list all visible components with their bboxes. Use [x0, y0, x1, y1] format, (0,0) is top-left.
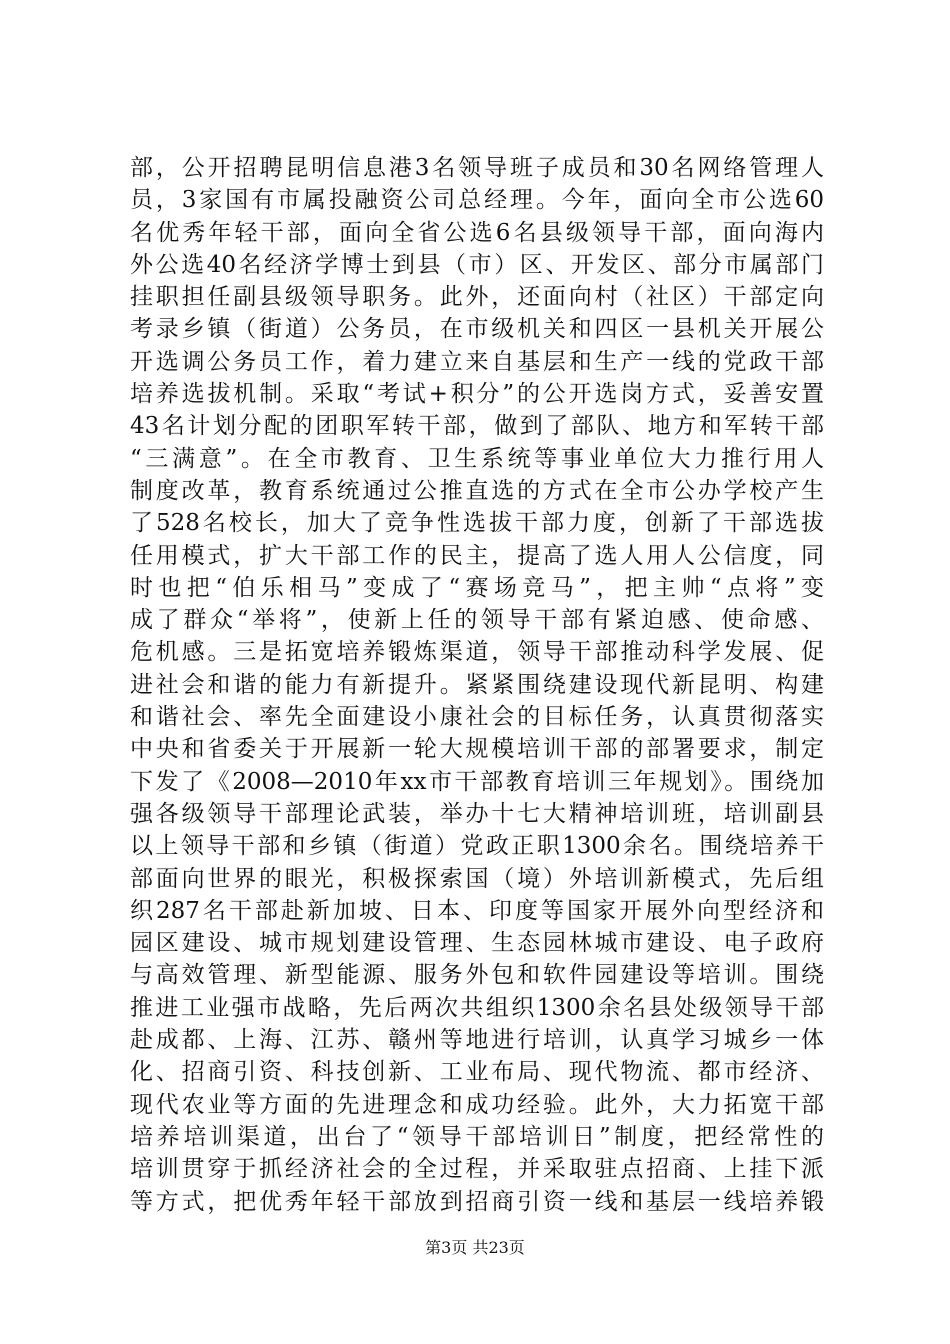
text-line: 织287名干部赴新加坡、日本、印度等国家开展外向型经济和 — [130, 897, 824, 924]
text-line: 培养培训渠道，出台了“领导干部培训日”制度，把经常性的 — [130, 1123, 824, 1150]
text-line: 名优秀年轻干部，面向全省公选6名县级领导干部，面向海内 — [130, 219, 824, 246]
text-line: 危机感。三是拓宽培养锻炼渠道，领导干部推动科学发展、促 — [130, 639, 824, 666]
text-line: 考录乡镇（街道）公务员，在市级机关和四区一县机关开展公 — [130, 316, 824, 343]
text-line: 现代农业等方面的先进理念和成功经验。此外，大力拓宽干部 — [130, 1091, 824, 1118]
text-line: 推进工业强市战略，先后两次共组织1300余名县处级领导干部 — [130, 994, 824, 1021]
text-line: 和谐社会、率先全面建设小康社会的目标任务，认真贯彻落实 — [130, 704, 824, 731]
text-line: 制度改革，教育系统通过公推直选的方式在全市公办学校产生 — [130, 477, 824, 504]
text-line: 与高效管理、新型能源、服务外包和软件园建设等培训。围绕 — [130, 962, 824, 989]
text-line: 下发了《2008—2010年xx市干部教育培训三年规划》。围绕加 — [130, 768, 824, 795]
text-line: 化、招商引资、科技创新、工业布局、现代物流、都市经济、 — [130, 1059, 824, 1086]
text-line: 以上领导干部和乡镇（街道）党政正职1300余名。围绕培养干 — [130, 833, 824, 860]
text-line: “三满意”。在全市教育、卫生系统等事业单位大力推行用人 — [130, 445, 824, 472]
text-line: 中央和省委关于开展新一轮大规模培训干部的部署要求，制定 — [130, 736, 824, 763]
text-line: 园区建设、城市规划建设管理、生态园林城市建设、电子政府 — [130, 930, 824, 957]
text-line: 了528名校长，加大了竞争性选拔干部力度，创新了干部选拔 — [130, 510, 824, 537]
body-text — [130, 152, 824, 1218]
text-line: 成了群众“举将”，使新上任的领导干部有紧迫感、使命感、 — [130, 607, 824, 634]
text-line: 外公选40名经济学博士到县（市）区、开发区、部分市属部门 — [130, 251, 824, 278]
text-line: 开选调公务员工作，着力建立来自基层和生产一线的党政干部 — [130, 348, 824, 375]
text-line: 部，公开招聘昆明信息港3名领导班子成员和30名网络管理人 — [130, 155, 824, 181]
text-line: 任用模式，扩大干部工作的民主，提高了选人用人公信度，同 — [130, 542, 824, 569]
text-line: 强各级领导干部理论武装，举办十七大精神培训班，培训副县 — [130, 800, 824, 827]
text-line: 进社会和谐的能力有新提升。紧紧围绕建设现代新昆明、构建 — [130, 671, 824, 698]
text-line: 培养选拔机制。采取“考试+积分”的公开选岗方式，妥善安置 — [130, 381, 824, 408]
page-number-footer: 第3页 共23页 — [425, 1238, 525, 1257]
text-line: 等方式，把优秀年轻干部放到招商引资一线和基层一线培养锻 — [130, 1188, 824, 1215]
text-line: 员，3家国有市属投融资公司总经理。今年，面向全市公选60 — [130, 187, 824, 214]
text-line: 培训贯穿于抓经济社会的全过程，并采取驻点招商、上挂下派 — [130, 1156, 824, 1183]
text-line: 部面向世界的眼光，积极探索国（境）外培训新模式，先后组 — [130, 865, 824, 892]
text-line: 赴成都、上海、江苏、赣州等地进行培训，认真学习城乡一体 — [130, 1027, 824, 1054]
text-line: 43名计划分配的团职军转干部，做到了部队、地方和军转干部 — [130, 413, 824, 440]
text-line: 挂职担任副县级领导职务。此外，还面向村（社区）干部定向 — [130, 284, 824, 311]
text-line: 时也把“伯乐相马”变成了“赛场竞马”，把主帅“点将”变 — [130, 574, 824, 601]
